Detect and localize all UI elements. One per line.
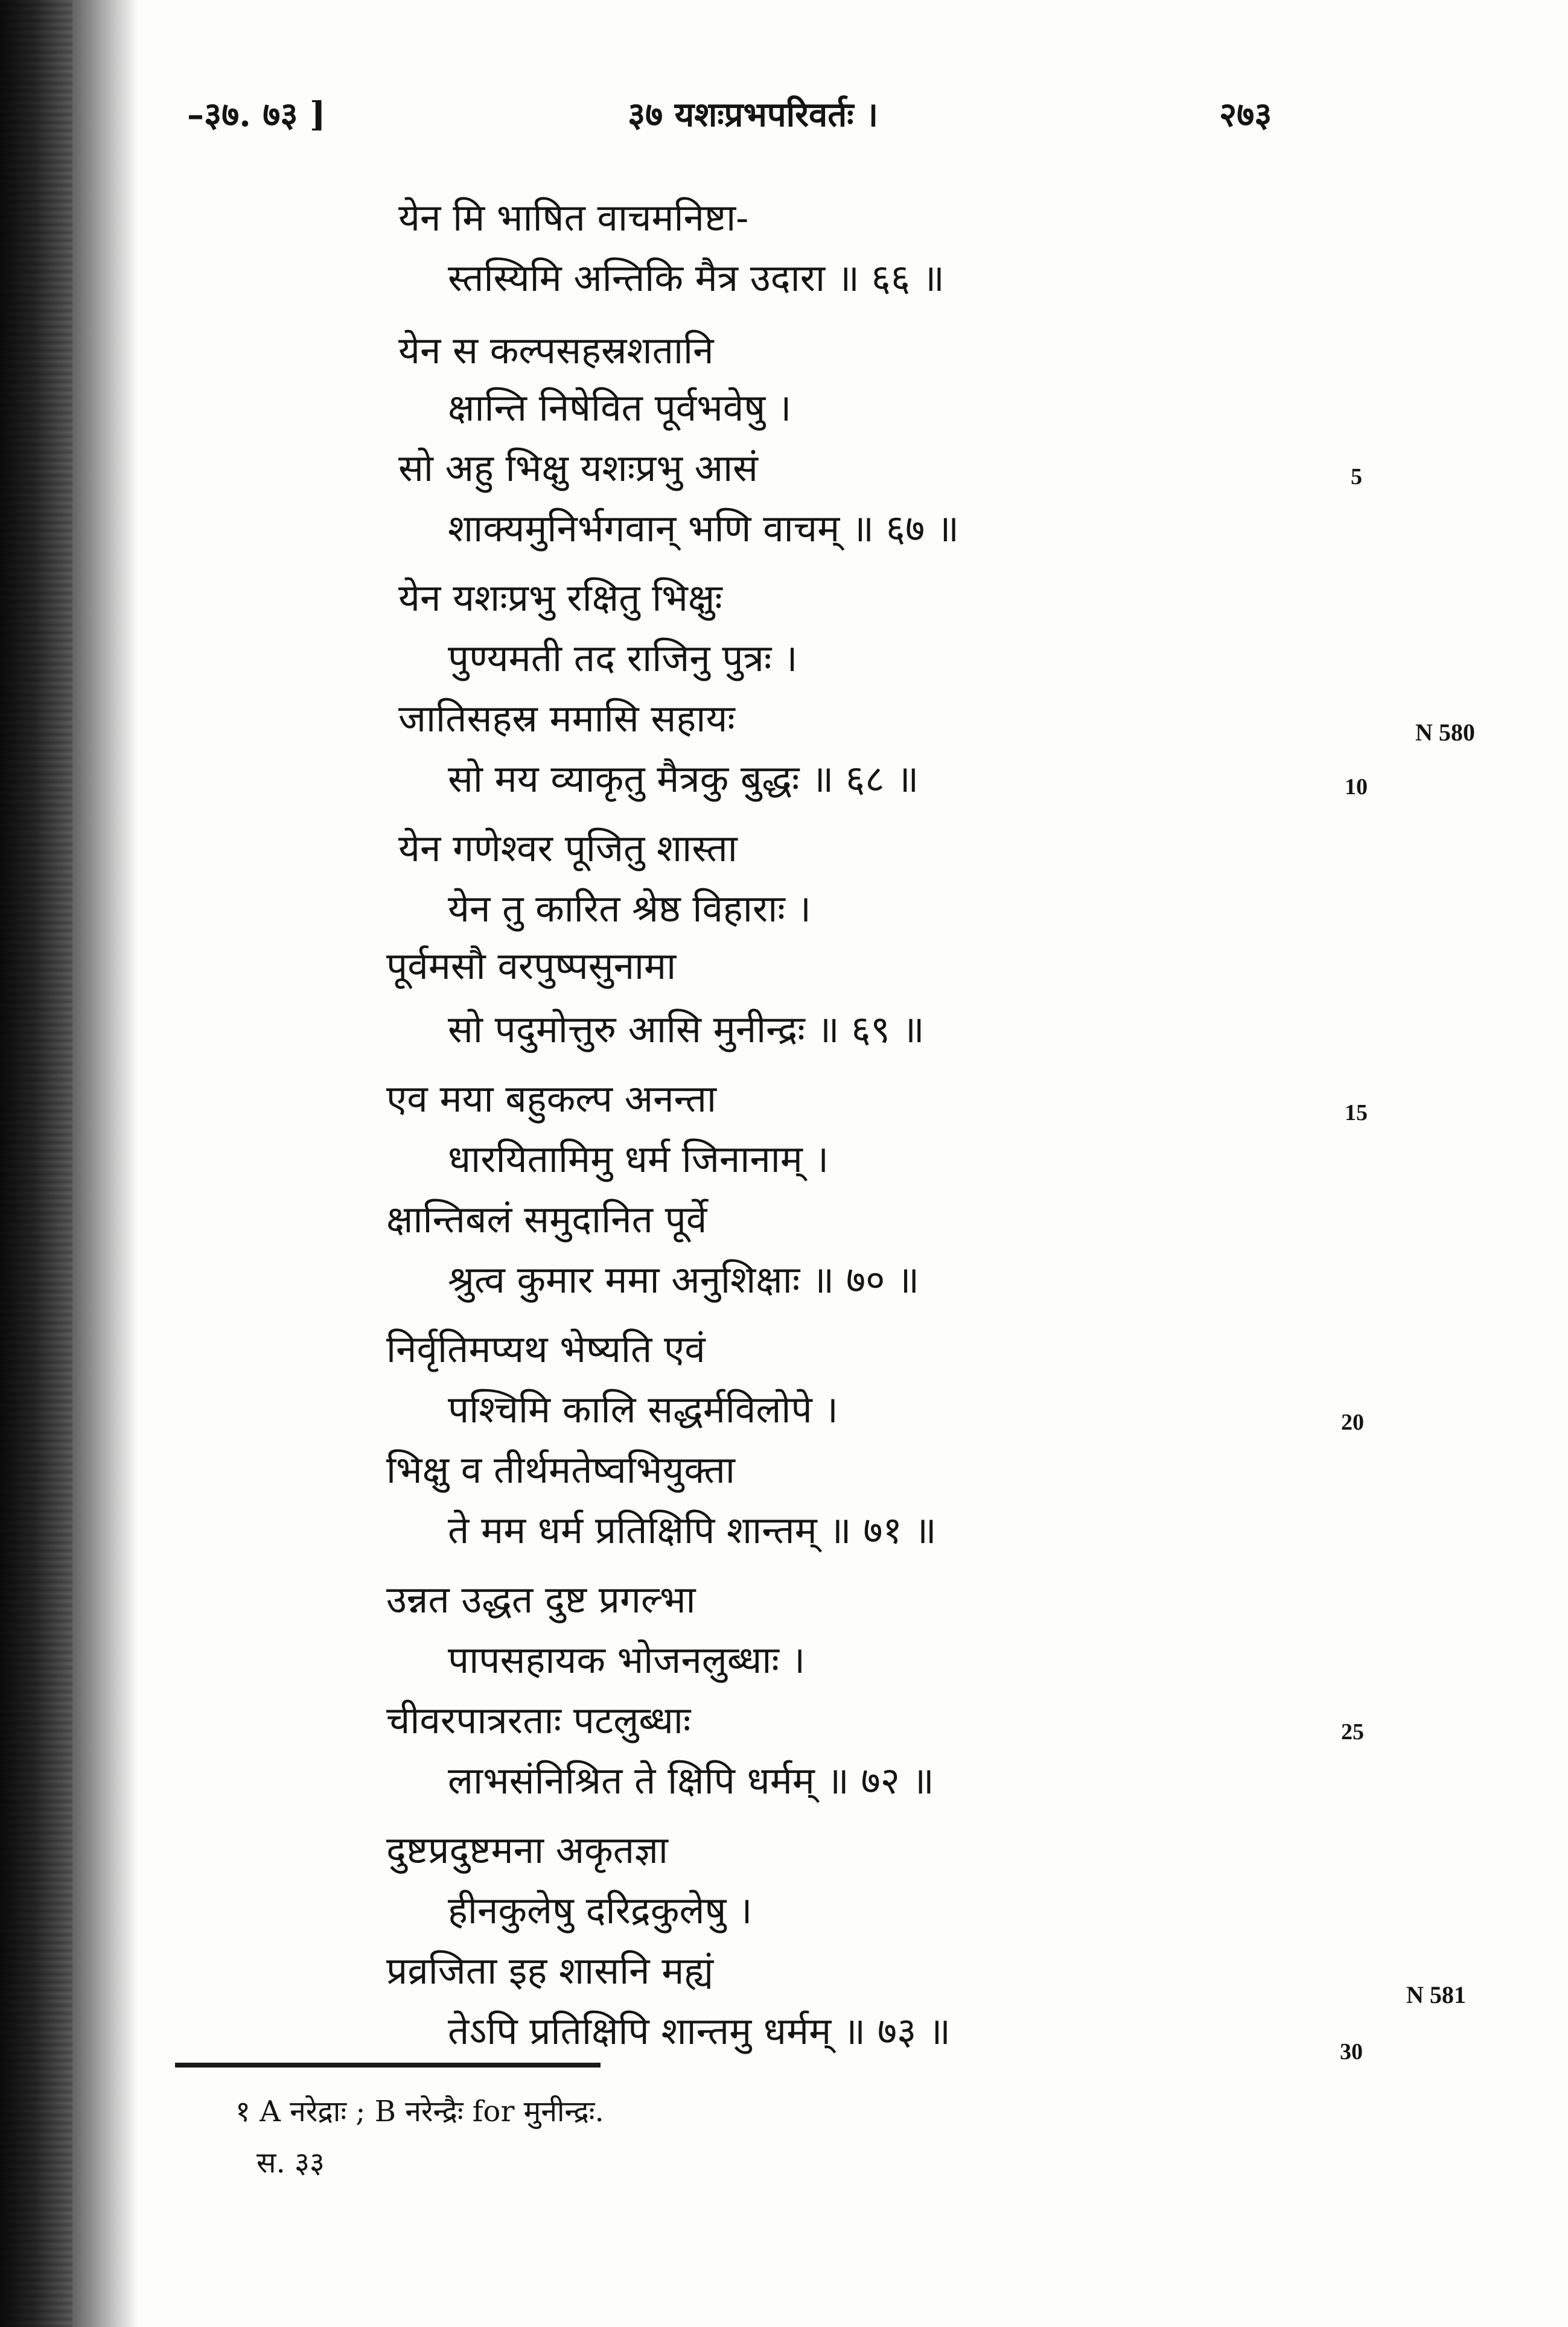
verse-line: एव मया बहुकल्प अनन्ता (386, 1077, 717, 1121)
verse-line: धारयितामिमु धर्म जिनानाम् । (448, 1137, 829, 1181)
verse-line: निर्वृतिमप्यथ भेष्यति एवं (386, 1327, 706, 1371)
verse-line: उन्नत उद्धत दुष्ट प्रगल्भा (386, 1577, 696, 1622)
verse-line: लाभसंनिश्रित ते क्षिपि धर्मम् ॥ ७२ ॥ (448, 1759, 934, 1803)
verse-line: क्षान्ति निषेवित पूर्वभवेषु । (448, 386, 792, 430)
verse-line: चीवरपात्ररताः पटलुब्धाः (386, 1698, 691, 1742)
verse-line: येन तु कारित श्रेष्ठ विहाराः । (448, 887, 812, 931)
verse-line: दुष्टप्रदुष्टमना अकृतज्ञा (386, 1828, 668, 1872)
signature-mark: स. ३३ (257, 2146, 325, 2180)
line-number: 10 (1345, 774, 1368, 800)
header-section-ref: –३७. ७३ ] (187, 95, 326, 135)
line-number: 25 (1341, 1719, 1364, 1745)
line-number: 5 (1351, 464, 1362, 489)
verse-line: प्रव्रजिता इह शासनि मह्यं (386, 1949, 714, 1993)
verse-line: स्तस्यिमि अन्तिकि मैत्र उदारा ॥ ६६ ॥ (448, 256, 945, 300)
line-number: 15 (1345, 1100, 1368, 1125)
line-number: 30 (1340, 2039, 1363, 2064)
verse-line: सो अहु भिक्षु यशःप्रभु आसं (398, 446, 758, 490)
header-page-number: २७३ (1219, 95, 1272, 135)
verse-line: तेऽपि प्रतिक्षिपि शान्तमु धर्मम् ॥ ७३ ॥ (448, 2009, 951, 2053)
verse-line: पापसहायक भोजनलुब्धाः । (448, 1638, 806, 1682)
verse-line: श्रुत्व कुमार ममा अनुशिक्षाः ॥ ७० ॥ (448, 1258, 920, 1302)
verse-line: पुण्यमती तद राजिनु पुत्रः । (448, 636, 798, 680)
verse-line: येन मि भाषित वाचमनिष्टा- (398, 196, 749, 240)
verse-line: ते मम धर्म प्रतिक्षिपि शान्तम् ॥ ७१ ॥ (448, 1508, 937, 1552)
book-binding-texture (0, 0, 72, 2327)
verse-line: शाक्यमुनिर्भगवान् भणि वाचम् ॥ ६७ ॥ (448, 506, 960, 550)
margin-reference: N 580 (1415, 719, 1475, 746)
header-chapter-title: ३७ यशःप्रभपरिवर्तः । (628, 95, 879, 135)
verse-line: सो पदुमोत्तुरु आसि मुनीन्द्रः ॥ ६९ ॥ (448, 1007, 925, 1051)
verse-line: जातिसहस्र ममासि सहायः (398, 696, 735, 740)
verse-line: क्षान्तिबलं समुदानित पूर्वे (386, 1197, 707, 1241)
verse-line: पश्चिमि कालि सद्धर्मविलोपे । (448, 1387, 838, 1431)
verse-line: सो मय व्याकृतु मैत्रकु बुद्धः ॥ ६८ ॥ (448, 757, 919, 801)
footnote: १ A नरेद्राः ; B नरेन्द्रैः for मुनीन्द्रः. (235, 2095, 604, 2128)
verse-line: येन यशःप्रभु रक्षितु भिक्षुः (398, 576, 722, 620)
footnote-rule (175, 2063, 601, 2068)
margin-reference: N 581 (1406, 1981, 1466, 2008)
verse-line: भिक्षु व तीर्थमतेष्वभियुक्ता (386, 1448, 735, 1492)
verse-line: हीनकुलेषु दरिद्रकुलेषु । (448, 1888, 753, 1932)
verse-line: येन स कल्पसहस्रशतानि (398, 328, 714, 372)
verse-line: पूर्वमसौ वरपुष्पसुनामा (386, 944, 677, 988)
line-number: 20 (1341, 1410, 1364, 1435)
verse-line: येन गणेश्वर पूजितु शास्ता (398, 826, 738, 870)
